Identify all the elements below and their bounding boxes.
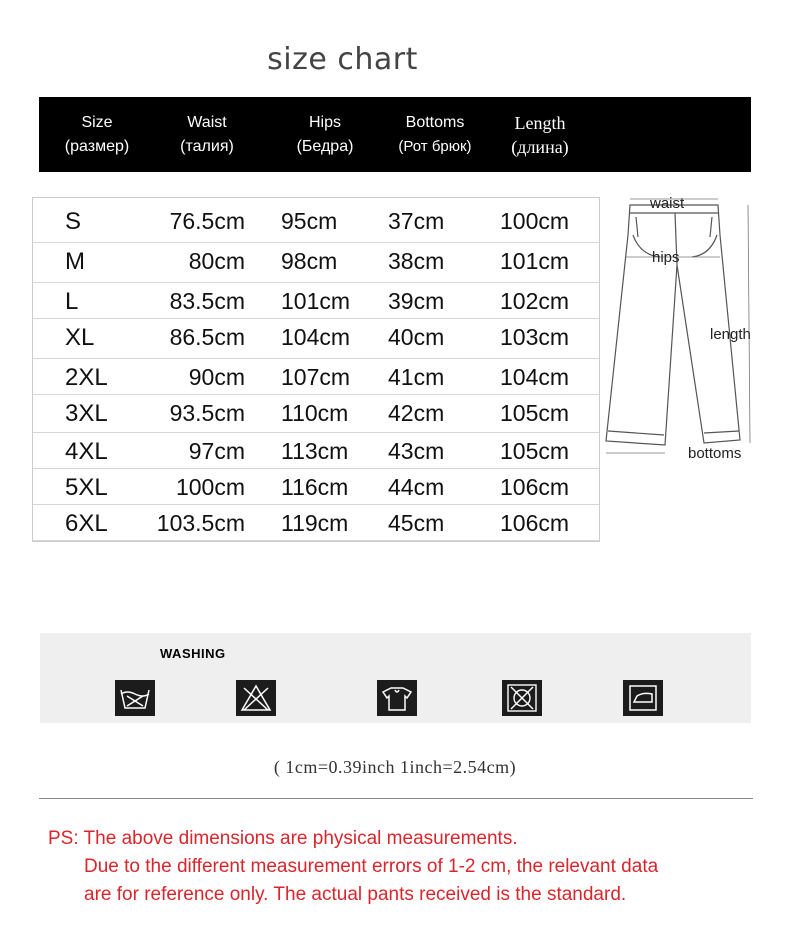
diagram-waist-label: waist: [650, 195, 685, 212]
header-length: [495, 111, 585, 159]
table-row: [33, 432, 599, 469]
table-row: [33, 318, 599, 359]
cell-waist: 83.5cm: [169, 288, 245, 314]
size-table: [32, 197, 600, 542]
cell-bottoms: 39cm: [388, 288, 445, 314]
page-title: size chart: [267, 42, 418, 77]
cell-waist: 76.5cm: [169, 208, 245, 234]
cell-hips: 110cm: [281, 400, 349, 426]
header-size: [57, 111, 137, 159]
hand-wash-icon: [115, 680, 155, 716]
cell-hips: 98cm: [281, 248, 338, 274]
diagram-bottoms-label: bottoms: [688, 445, 742, 462]
table-row: [33, 202, 599, 243]
table-row: [33, 394, 599, 433]
cell-bottoms: 41cm: [388, 364, 445, 390]
ps-note: [48, 825, 658, 909]
do-not-tumble-dry-icon: [502, 680, 542, 716]
cell-bottoms: 44cm: [388, 474, 445, 500]
ps-note-line2: Due to the different measurement errors of 1-2 cm, the relevant data: [84, 856, 659, 877]
cell-bottoms: 40cm: [388, 324, 445, 350]
header-size-ru: (размер): [64, 138, 130, 155]
header-hips-ru: (Бедра): [296, 138, 354, 155]
header-bottoms-en: Bottoms: [405, 114, 465, 131]
cell-bottoms: 38cm: [388, 248, 445, 274]
cell-length: 102cm: [500, 288, 570, 314]
cell-length: 106cm: [500, 474, 570, 500]
cell-hips: 101cm: [281, 288, 351, 314]
header-waist-en: Waist: [187, 114, 227, 131]
pants-outline-icon: [600, 195, 780, 475]
header-hips: [285, 111, 365, 159]
cell-size: 2XL: [65, 364, 108, 391]
header-hips-en: Hips: [308, 114, 341, 131]
hang-dry-icon: [377, 680, 417, 716]
header-length-ru: (длина): [511, 137, 569, 157]
cell-waist: 100cm: [175, 474, 245, 500]
cell-size: S: [65, 208, 82, 235]
header-length-en: Length: [514, 113, 566, 133]
pants-diagram: [600, 195, 780, 475]
header-waist: [167, 111, 247, 159]
cell-size: 6XL: [65, 510, 108, 537]
cell-length: 103cm: [500, 324, 570, 350]
table-row: [33, 242, 599, 283]
cell-bottoms: 42cm: [388, 400, 445, 426]
header-size-en: Size: [81, 114, 113, 131]
cell-length: 101cm: [500, 248, 570, 274]
cell-waist: 97cm: [188, 438, 245, 464]
ps-note-line1: PS: The above dimensions are physical measurements.: [48, 828, 518, 849]
ps-note-line3: are for reference only. The actual pants received is the standard.: [84, 884, 627, 905]
table-row: [33, 282, 599, 319]
cell-length: 104cm: [500, 364, 570, 390]
cell-hips: 107cm: [281, 364, 351, 390]
iron-low-icon: [623, 680, 663, 716]
cell-bottoms: 43cm: [388, 438, 445, 464]
cell-hips: 119cm: [281, 510, 349, 536]
cell-size: 3XL: [65, 400, 108, 427]
cell-bottoms: 37cm: [388, 208, 445, 234]
cell-size: L: [65, 288, 79, 315]
washing-instructions: [40, 633, 751, 723]
do-not-bleach-icon: [236, 680, 276, 716]
cell-waist: 86.5cm: [169, 324, 245, 350]
cell-waist: 80cm: [188, 248, 245, 274]
header-waist-ru: (талия): [180, 138, 234, 155]
cell-waist: 90cm: [188, 364, 245, 390]
table-header: [39, 97, 751, 172]
cell-hips: 104cm: [281, 324, 351, 350]
cell-length: 106cm: [500, 510, 570, 536]
diagram-length-label: length: [710, 326, 751, 343]
cell-size: XL: [65, 324, 95, 351]
table-row: [33, 358, 599, 395]
cell-size: 4XL: [65, 438, 108, 465]
header-bottoms-ru: (Рот брюк): [398, 138, 472, 155]
table-row: [33, 468, 599, 505]
cell-length: 100cm: [500, 208, 570, 234]
cell-bottoms: 45cm: [388, 510, 445, 536]
cell-waist: 93.5cm: [169, 400, 245, 426]
cell-size: 5XL: [65, 474, 108, 501]
cell-hips: 95cm: [281, 208, 338, 234]
cell-hips: 116cm: [281, 474, 349, 500]
cell-size: M: [65, 248, 85, 275]
table-row: [33, 504, 599, 541]
cell-hips: 113cm: [281, 438, 349, 464]
divider: [39, 798, 753, 799]
cell-waist: 103.5cm: [156, 510, 245, 536]
unit-conversion: ( 1cm=0.39inch 1inch=2.54cm): [273, 757, 517, 777]
washing-title: WASHING: [160, 646, 226, 661]
diagram-hips-label: hips: [652, 249, 680, 266]
header-bottoms: [377, 111, 493, 159]
cell-length: 105cm: [500, 400, 570, 426]
cell-length: 105cm: [500, 438, 570, 464]
